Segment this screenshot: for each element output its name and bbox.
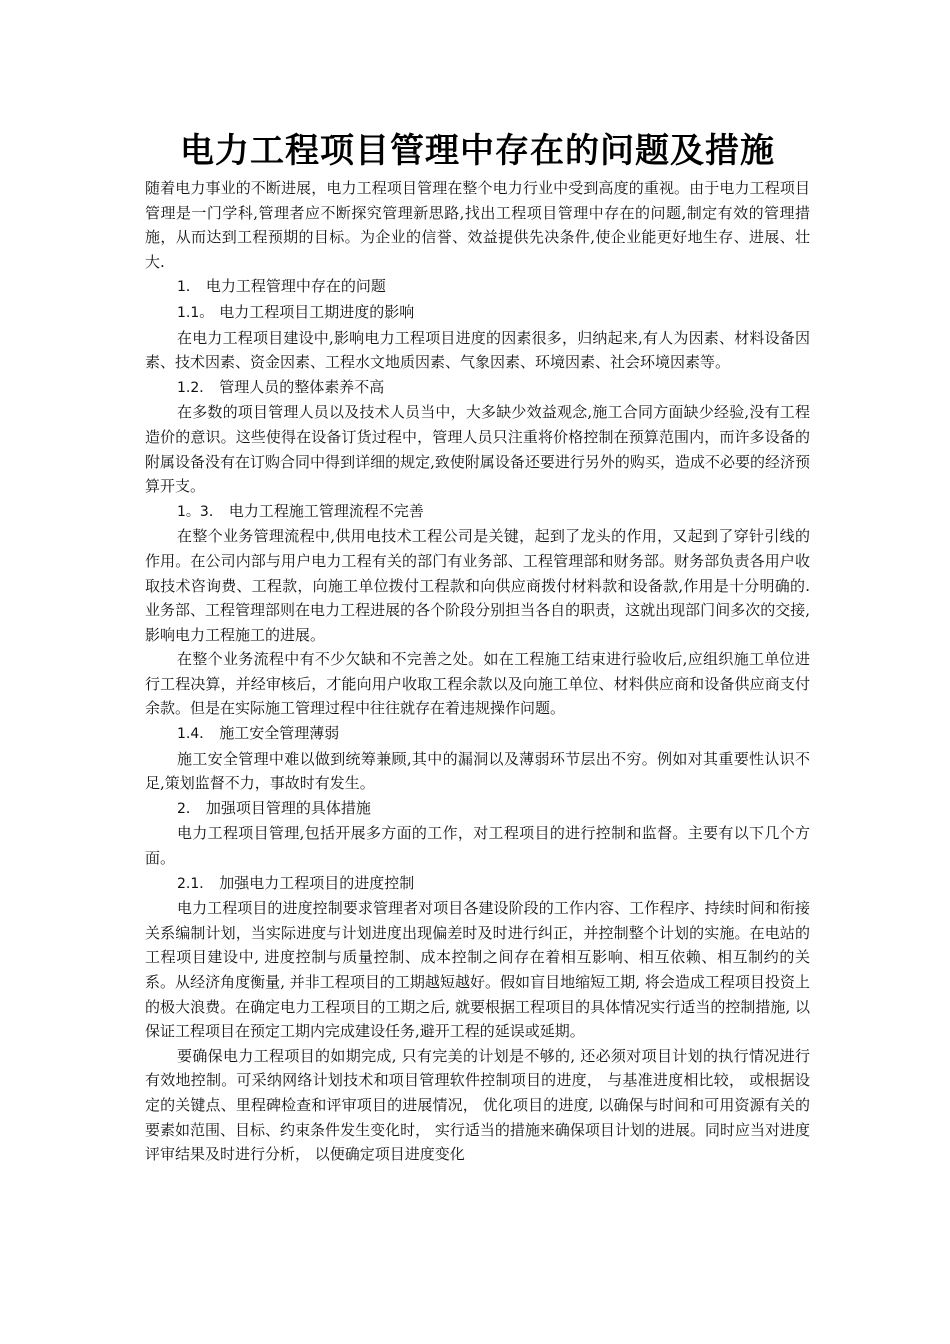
section-number: 2.1． [177, 875, 214, 892]
section-heading [145, 274, 810, 300]
section-heading-text: 施工安全管理薄弱 [219, 724, 340, 743]
section-number: 1。3． [177, 503, 223, 520]
section-number: 2． [177, 800, 200, 817]
section-heading-text: 加强电力工程项目的进度控制 [219, 873, 415, 892]
section-heading [145, 499, 810, 525]
body-paragraph: 施工安全管理中难以做到统筹兼顾,其中的漏洞以及薄弱环节层出不穷。例如对其重要性认识不足,策划监督不力，事故时有发生。 [145, 749, 810, 793]
section-heading [145, 796, 810, 822]
section-heading [145, 871, 810, 897]
section-heading-text: 管理人员的整体素养不高 [219, 377, 385, 396]
document-sections [145, 274, 810, 1166]
section-heading-text: 加强项目管理的具体措施 [205, 798, 371, 817]
section-number: 1.2． [177, 379, 214, 396]
body-paragraph: 在整个业务管理流程中,供用电技术工程公司是关键，起到了龙头的作用，又起到了穿针引线的作用。在公司内部与用户电力工程有关的部门有业务部、工程管理部和财务部。财务部负责各用户收取技术咨询费、工程款，向施工单位拨付工程款和向供应商拨付材料款和设备款,作用是十分明确的.业务部、工程管理部则在电力工程进展的各个阶段分别担当各自的职责，这就出现部门间多次的交接,影响电力工程施工的进展。 [145, 527, 810, 644]
section-heading [145, 375, 810, 401]
body-paragraph: 要确保电力工程项目的如期完成, 只有完美的计划是不够的, 还必须对项目计划的执行情况进行有效地控制。可采纳网络计划技术和项目管理软件控制项目的进度， 与基准进度相比较， 或根据设定的关键点、里程碑检查和评审项目的进展情况， 优化项目的进度, 以确保与时间和可用资源有关的要素如范围、目标、约束条件发生变化时， 实行适当的措施来确保项目计划的进展。同时应当对进度评审结果及时进行分析， 以便确定项目进度变化 [145, 1046, 810, 1164]
section-heading [145, 721, 810, 747]
section-heading-text: 电力工程管理中存在的问题 [205, 277, 386, 296]
section-heading-text: 电力工程项目工期进度的影响 [219, 302, 415, 321]
body-paragraph: 电力工程项目管理,包括开展多方面的工作，对工程项目的进行控制和监督。主要有以下几个方面。 [145, 824, 810, 868]
section-heading-text: 电力工程施工管理流程不完善 [228, 501, 424, 520]
section-number: 1.1。 [177, 304, 214, 321]
body-paragraph: 在电力工程项目建设中,影响电力工程项目进度的因素很多，归纳起来,有人为因素、材料设备因素、技术因素、资金因素、工程水文地质因素、气象因素、环境因素、社会环境因素等。 [145, 328, 810, 372]
document-title: 电力工程项目管理中存在的问题及措施 [180, 131, 775, 171]
section-heading [145, 300, 810, 326]
intro-paragraph: 随着电力事业的不断进展，电力工程项目管理在整个电力行业中受到高度的重视。由于电力工程项目管理是一门学科,管理者应不断探究管理新思路,找出工程项目管理中存在的问题,制定有效的管理措施，从而达到工程预期的目标。为企业的信誉、效益提供先决条件,使企业能更好地生存、进展、壮大. [145, 179, 810, 271]
body-paragraph: 电力工程项目的进度控制要求管理者对项目各建设阶段的工作内容、工作程序、持续时间和衔接关系编制计划，当实际进度与计划进度出现偏差时及时进行纠正，并控制整个计划的实施。在电站的工程项目建设中, 进度控制与质量控制、成本控制之间存在着相互影响、相互依赖、相互制约的关系。从经济角度衡量, 并非工程项目的工期越短越好。假如盲目地缩短工期, 将会造成工程项目投资上的极大浪费。在确定电力工程项目的工期之后, 就要根据工程项目的具体情况实行适当的控制措施, 以保证工程项目在预定工期内完成建设任务,避开工程的延误或延期。 [145, 899, 810, 1041]
document-body [145, 128, 810, 1167]
body-paragraph: 在整个业务流程中有不少欠缺和不完善之处。如在工程施工结束进行验收后,应组织施工单位进行工程决算，并经审核后，才能向用户收取工程余款以及向施工单位、材料供应商和设备供应商支付余款。但是在实际施工管理过程中往往就存在着违规操作问题。 [145, 650, 810, 718]
section-number: 1． [177, 279, 200, 296]
body-paragraph: 在多数的项目管理人员以及技术人员当中，大多缺少效益观念,施工合同方面缺少经验,没有工程造价的意识。这些使得在设备订货过程中，管理人员只注重将价格控制在预算范围内，而许多设备的附属设备没有在订购合同中得到详细的规定,致使附属设备还要进行另外的购买，造成不必要的经济预算开支。 [145, 403, 810, 496]
section-number: 1.4． [177, 726, 214, 743]
